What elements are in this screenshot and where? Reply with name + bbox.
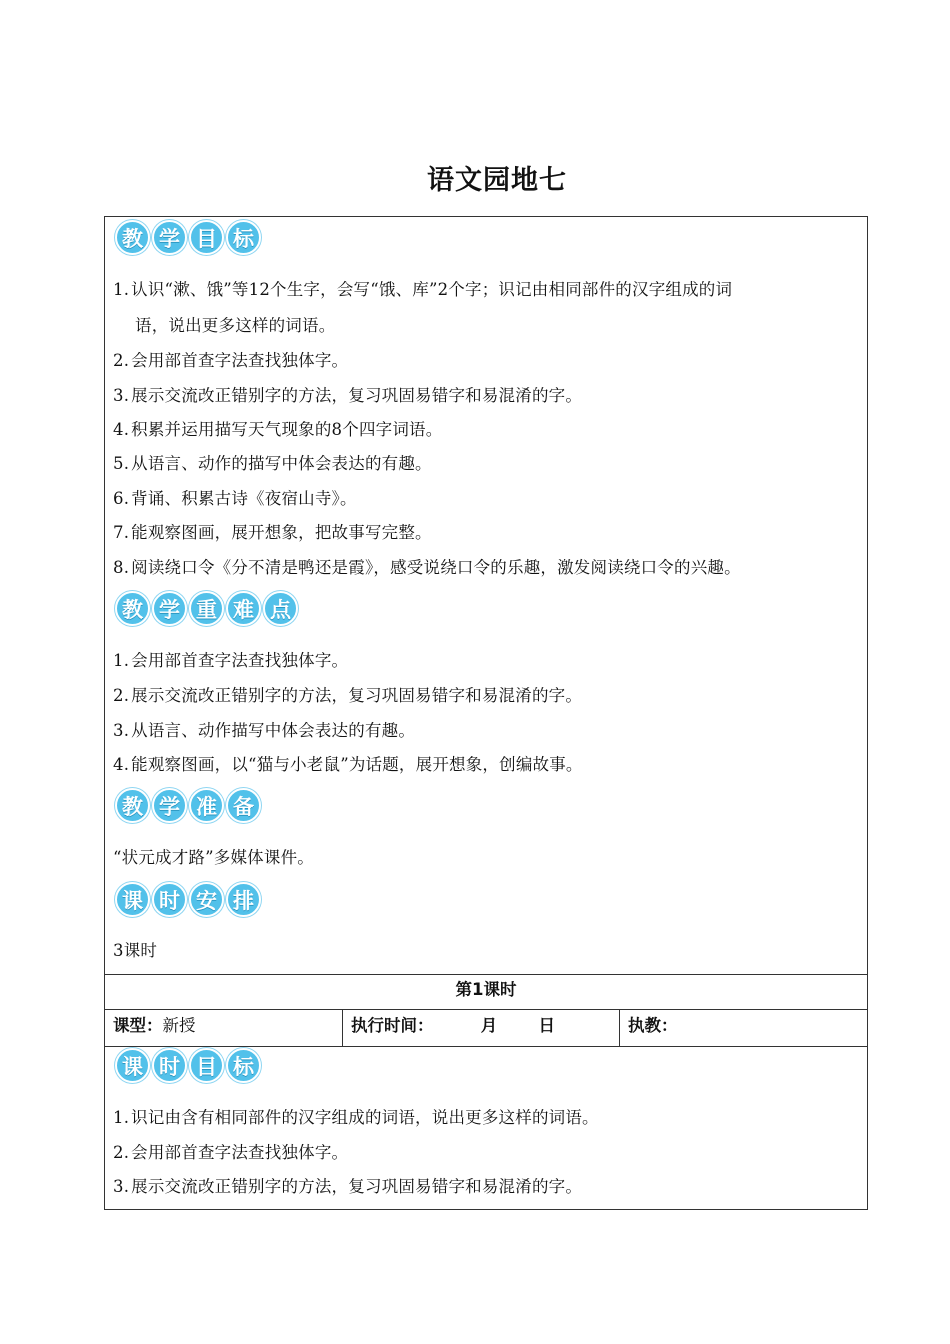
lesson-type-value: 新授 [162,1016,196,1035]
row-divider [105,974,867,975]
key-points-badge [115,591,298,626]
objective-item: 1. 认识“漱、饿”等12个生字，会写“饿、库”2个字；识记由相同部件的汉字组成的词 [113,280,733,299]
exec-time-label: 执行时间： [351,1016,434,1035]
row-divider [105,1046,867,1047]
lesson-type-cell [113,1012,196,1036]
teacher-cell [628,1012,678,1036]
lesson-objective-item: 1. 识记由含有相同部件的汉字组成的词语，说出更多这样的词语。 [113,1108,599,1127]
badge-char: 时 [152,882,187,917]
objective-item: 5. 从语言、动作的描写中体会表达的有趣。 [113,454,432,473]
lesson-header: 第1课时 [455,980,517,999]
badge-char: 标 [226,1048,261,1083]
objective-item: 2. 会用部首查字法查找独体字。 [113,351,349,370]
objective-item-continued: 语，说出更多这样的词语。 [135,316,336,335]
objective-item: 4. 积累并运用描写天气现象的8个四字词语。 [113,420,443,439]
key-point-item: 3. 从语言、动作描写中体会表达的有趣。 [113,721,416,740]
badge-char: 准 [189,788,224,823]
badge-char: 标 [226,220,261,255]
badge-char: 课 [115,1048,150,1083]
objectives-badge [115,220,261,255]
badge-char: 教 [115,591,150,626]
key-point-item: 2. 展示交流改正错别字的方法，复习巩固易错字和易混淆的字。 [113,686,583,705]
badge-char: 排 [226,882,261,917]
badge-char: 时 [152,1048,187,1083]
badge-char: 重 [189,591,224,626]
badge-char: 教 [115,788,150,823]
objective-item: 8. 阅读绕口令《分不清是鸭还是霞》，感受说绕口令的乐趣，激发阅读绕口令的兴趣。 [113,558,741,577]
objective-item: 3. 展示交流改正错别字的方法，复习巩固易错字和易混淆的字。 [113,386,583,405]
badge-char: 学 [152,788,187,823]
badge-char: 学 [152,591,187,626]
exec-time-cell [351,1012,555,1036]
schedule-badge [115,882,261,917]
lesson-objective-item: 2. 会用部首查字法查找独体字。 [113,1143,349,1162]
column-divider [342,1009,343,1046]
badge-char: 目 [189,220,224,255]
badge-char: 难 [226,591,261,626]
badge-char: 学 [152,220,187,255]
badge-char: 教 [115,220,150,255]
badge-char: 课 [115,882,150,917]
day-label: 日 [538,1016,555,1035]
objective-item: 7. 能观察图画，展开想象，把故事写完整。 [113,523,432,542]
badge-char: 点 [263,591,298,626]
preparation-text: “状元成才路”多媒体课件。 [113,848,314,867]
teacher-label: 执教： [628,1016,678,1035]
badge-char: 备 [226,788,261,823]
column-divider [619,1009,620,1046]
objective-item: 6. 背诵、积累古诗《夜宿山寺》。 [113,489,357,508]
badge-char: 安 [189,882,224,917]
page-title: 语文园地七 [427,165,567,196]
schedule-text: 3课时 [113,941,158,960]
row-divider [105,1009,867,1010]
preparation-badge [115,788,261,823]
lesson-objective-item: 3. 展示交流改正错别字的方法，复习巩固易错字和易混淆的字。 [113,1177,583,1196]
lesson-objectives-badge [115,1048,261,1083]
lesson-plan-table [104,216,868,1210]
lesson-type-label: 课型： [113,1016,163,1035]
key-point-item: 4. 能观察图画，以“猫与小老鼠”为话题，展开想象，创编故事。 [113,755,583,774]
month-label: 月 [480,1016,498,1035]
badge-char: 目 [189,1048,224,1083]
key-point-item: 1. 会用部首查字法查找独体字。 [113,651,349,670]
